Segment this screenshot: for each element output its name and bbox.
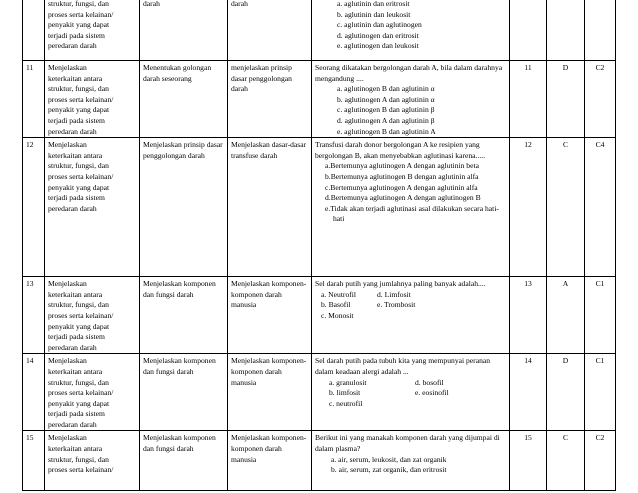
question-stem: Berikut ini yang manakah komponen darah yang dijumpai di dalam plasma? (315, 433, 500, 454)
option-e: e.Tidak akan terjadi aglutinasi asal dilakukan secara hati-hati (325, 203, 499, 224)
material-cell: Menjelaskan komponen-komponen darah manusia (228, 277, 312, 354)
table-row (23, 431, 616, 491)
item-number-cell: 11 (510, 61, 547, 138)
question-grid-table (22, 0, 616, 491)
objective-cell: Menjelaskan komponen dan fungsi darah (140, 354, 228, 431)
objective-cell: Menjelaskan komponen dan fungsi darah (140, 277, 228, 354)
option-a: a. granulosit (329, 377, 367, 387)
indicator-cell: Menjelaskan keterkaitan antara struktur, fungsi, dan proses serta kelainan/ (45, 431, 140, 491)
material-cell: menjelaskan prinsip dasar penggolongan darah (228, 61, 312, 138)
option-d: d.Bertemunya aglutinogen A dengan aglutinogen B (325, 193, 481, 203)
objective-cell: Menjelaskan prinsip dasar penggolongan darah (140, 138, 228, 277)
question-stem: Transfusi darah donor bergolongan A ke resipien yang bergolongan B, akan menyebabkan aglutinasi karena..... (315, 140, 486, 160)
cognitive-level-cell (585, 0, 616, 61)
option-d: d. aglutinogen dan eritrosit (337, 30, 419, 40)
row-number: 13 (23, 277, 45, 354)
table-row (23, 0, 616, 61)
material-cell: Menjelaskan komponen-komponen darah manusia (228, 354, 312, 431)
row-number: 15 (23, 431, 45, 491)
table-row (23, 354, 616, 431)
question-stem: Sel darah putih pada tubuh kita yang mempunyai peranan dalam keadaan alergi adalah ... (315, 356, 491, 376)
answer-options (315, 378, 506, 410)
option-e: e. Trombosit (377, 300, 416, 310)
material-cell: Menjelaskan komponen-komponen darah manusia (228, 431, 312, 491)
answer-key-cell (547, 0, 585, 61)
option-b: b. aglutinin dan leukosit (337, 9, 411, 19)
table-row (23, 277, 616, 354)
answer-options (315, 290, 506, 322)
cognitive-level-cell: C2 (585, 61, 616, 138)
question-stem: Sel darah putih yang jumlahnya paling banyak adalah.... (315, 279, 486, 289)
row-number: 11 (23, 61, 45, 138)
question-cell (312, 431, 510, 491)
answer-options (315, 84, 506, 137)
cognitive-level-cell: C4 (585, 138, 616, 277)
item-number-cell: 12 (510, 138, 547, 277)
answer-key-cell: D (547, 61, 585, 138)
option-e: e. aglutinogen dan leukosit (337, 41, 419, 51)
option-b: b. aglutinogen A dan aglutinin α (337, 94, 435, 104)
option-c: c.Bertemunya aglutinogen A dengan aglutinin alfa (325, 182, 478, 192)
row-number (23, 0, 45, 61)
material-cell: darah (228, 0, 312, 61)
option-b: b. Basofil (321, 300, 351, 310)
option-a: a. aglutinogen B dan aglutinin α (337, 84, 435, 94)
option-d: d. bosofil (415, 377, 444, 387)
option-a: a.Bertemunya aglutinogen A dengan aglutinin beta (325, 161, 479, 171)
item-number-cell (510, 0, 547, 61)
option-c: c. Monosit (321, 310, 354, 320)
option-d: d. Limfosit (377, 289, 411, 299)
indicator-cell: Menjelaskan keterkaitan antara struktur, fungsi, dan proses serta kelainan/ penyakit yang dapat terjadi pada sistem peredaran darah (45, 277, 140, 354)
answer-options (315, 0, 506, 52)
answer-key-cell: C (547, 138, 585, 277)
answer-key-cell: D (547, 354, 585, 431)
option-a: a. air, serum, leukosit, dan zat organik (331, 454, 447, 464)
table-row (23, 61, 616, 138)
answer-options (315, 455, 506, 476)
option-e: e. aglutinogen B dan aglutinin A (337, 126, 436, 136)
question-cell (312, 138, 510, 277)
material-cell: Menjelaskan dasar-dasar transfuse darah (228, 138, 312, 277)
question-cell (312, 277, 510, 354)
objective-cell: Menentukan golongan darah seseorang (140, 61, 228, 138)
indicator-cell: Menjelaskan keterkaitan antara struktur, fungsi, dan proses serta kelainan/ penyakit yang dapat terjadi pada sistem peredaran darah (45, 138, 140, 277)
indicator-cell: struktur, fungsi, dan proses serta kelainan/ penyakit yang dapat terjadi pada sistem peredaran darah (45, 0, 140, 61)
answer-key-cell: C (547, 431, 585, 491)
indicator-cell: Menjelaskan keterkaitan antara struktur, fungsi, dan proses serta kelainan/ penyakit yang dapat terjadi pada sistem peredaran darah (45, 354, 140, 431)
objective-cell: darah (140, 0, 228, 61)
option-a: a. Neutrofil (321, 289, 357, 299)
option-b: b.Bertemunya aglutinogen B dengan aglutinin alfa (325, 171, 479, 181)
option-b: b. air, serum, zat organik, dan eritrosit (331, 465, 447, 475)
option-a: a. aglutinin dan eritrosit (337, 0, 410, 8)
item-number-cell: 13 (510, 277, 547, 354)
question-cell (312, 61, 510, 138)
cognitive-level-cell: C1 (585, 277, 616, 354)
row-number: 12 (23, 138, 45, 277)
option-c: c. neutrofil (329, 398, 363, 408)
option-d: d. aglutinogen A dan aglutinin β (337, 115, 435, 125)
cognitive-level-cell: C2 (585, 431, 616, 491)
option-e: e. eosinofil (415, 388, 449, 398)
indicator-cell: Menjelaskan keterkaitan antara struktur, fungsi, dan proses serta kelainan/ penyakit yang dapat terjadi pada sistem peredaran darah (45, 61, 140, 138)
objective-cell: Menjelaskan komponen dan fungsi darah (140, 431, 228, 491)
item-number-cell: 14 (510, 354, 547, 431)
option-b: b. limfosit (329, 388, 361, 398)
question-cell (312, 354, 510, 431)
table-row (23, 138, 616, 277)
option-c: c. aglutinogen B dan aglutinin β (337, 105, 435, 115)
question-stem: Seorang dikatakan bergolongan darah A, bila dalam darahnya mengandung .... (315, 63, 503, 83)
option-c: c. aglutinin dan aglutinogen (337, 20, 422, 30)
answer-options (315, 161, 506, 225)
cognitive-level-cell: C1 (585, 354, 616, 431)
item-number-cell: 15 (510, 431, 547, 491)
row-number: 14 (23, 354, 45, 431)
answer-key-cell: A (547, 277, 585, 354)
question-cell (312, 0, 510, 61)
